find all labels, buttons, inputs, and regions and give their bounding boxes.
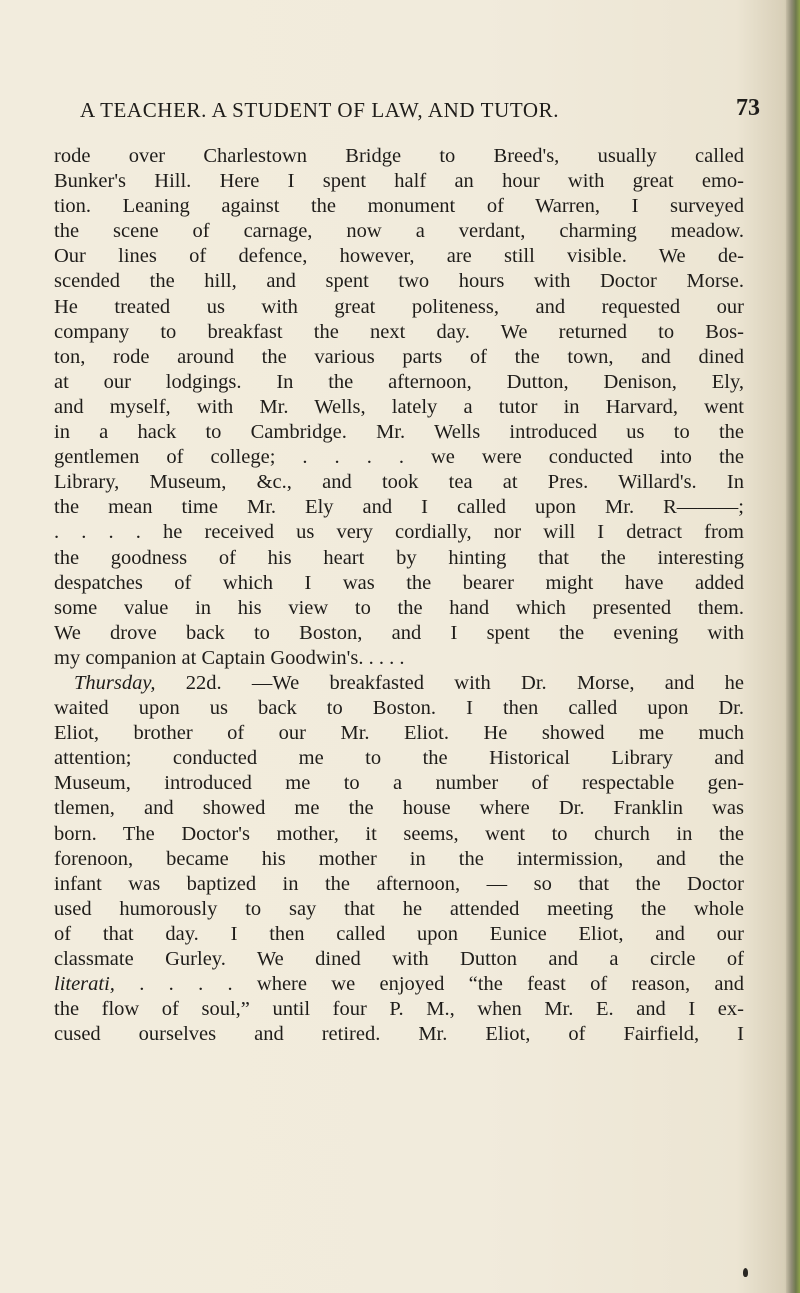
text-line: Bunker's Hill. Here I spent half an hour with great emo-: [54, 170, 744, 193]
running-head: A TEACHER. A STUDENT OF LAW, AND TUTOR.: [80, 98, 560, 122]
text-line: infant was baptized in the afternoon, — so that the Doctor: [54, 872, 744, 895]
text-line: gentlemen of college; . . . . we were conducted into the: [54, 446, 744, 469]
text-line: at our lodgings. In the afternoon, Dutton, Denison, Ely,: [54, 370, 744, 393]
text-line: He treated us with great politeness, and requested our: [54, 295, 744, 318]
text-line: of that day. I then called upon Eunice Eliot, and our: [54, 922, 744, 945]
text-line: company to breakfast the next day. We returned to Bos-: [54, 320, 744, 343]
body-text: [54, 144, 744, 1047]
text-line: Eliot, brother of our Mr. Eliot. He showed me much: [54, 722, 744, 745]
page-number: 73: [736, 95, 760, 121]
ink-blemish: [743, 1268, 748, 1277]
text-line: . . . . he received us very cordially, nor will I detract from: [54, 521, 744, 544]
text-line: We drove back to Boston, and I spent the evening with: [54, 621, 744, 644]
page-edge: [786, 0, 800, 1293]
page-header: [64, 95, 770, 134]
text-line: waited upon us back to Boston. I then called upon Dr.: [54, 697, 744, 720]
literati-italic: literati,: [54, 973, 115, 996]
date-numeral: 22d.: [155, 671, 252, 694]
text-line-literati: [54, 972, 744, 997]
text-line-content: . . . . where we enjoyed “the feast of reason, and: [114, 973, 744, 996]
text-line: born. The Doctor's mother, it seems, went to church in the: [54, 822, 744, 845]
text-line: Library, Museum, &c., and took tea at Pres. Willard's. In: [54, 471, 744, 494]
text-line: my companion at Captain Goodwin's. . . . .: [54, 646, 405, 669]
text-line: ton, rode around the various parts of the town, and dined: [54, 345, 744, 368]
text-line: and myself, with Mr. Wells, lately a tutor in Harvard, went: [54, 395, 744, 418]
text-line: classmate Gurley. We dined with Dutton and a circle of: [54, 948, 744, 970]
text-line: rode over Charlestown Bridge to Breed's, usually called: [54, 145, 744, 167]
text-line: tlemen, and showed me the house where Dr. Franklin was: [54, 797, 744, 820]
text-line: despatches of which I was the bearer might have added: [54, 571, 744, 594]
text-line: attention; conducted me to the Historical Library and: [54, 747, 744, 770]
text-line: the flow of soul,” until four P. M., when Mr. E. and I ex-: [54, 998, 744, 1021]
text-line: used humorously to say that he attended meeting the whole: [54, 897, 744, 920]
text-line: Our lines of defence, however, are still visible. We de-: [54, 245, 744, 268]
text-line-thursday: [54, 671, 744, 696]
date-italic: Thursday,: [74, 671, 156, 694]
text-line: tion. Leaning against the monument of Warren, I surveyed: [54, 195, 744, 218]
text-line: the goodness of his heart by hinting that the interesting: [54, 546, 744, 569]
text-line: the scene of carnage, now a verdant, charming meadow.: [54, 220, 744, 243]
text-line: scended the hill, and spent two hours with Doctor Morse.: [54, 270, 744, 293]
text-line: Museum, introduced me to a number of respectable gen-: [54, 772, 744, 795]
text-line: cused ourselves and retired. Mr. Eliot, of Fairfield, I: [54, 1023, 744, 1046]
text-line-content: —We breakfasted with Dr. Morse, and he: [251, 671, 744, 694]
text-line: the mean time Mr. Ely and I called upon Mr. R———;: [54, 496, 744, 519]
text-line: in a hack to Cambridge. Mr. Wells introduced us to the: [54, 421, 744, 444]
text-line: some value in his view to the hand which presented them.: [54, 596, 744, 619]
text-line: forenoon, became his mother in the intermission, and the: [54, 847, 744, 870]
